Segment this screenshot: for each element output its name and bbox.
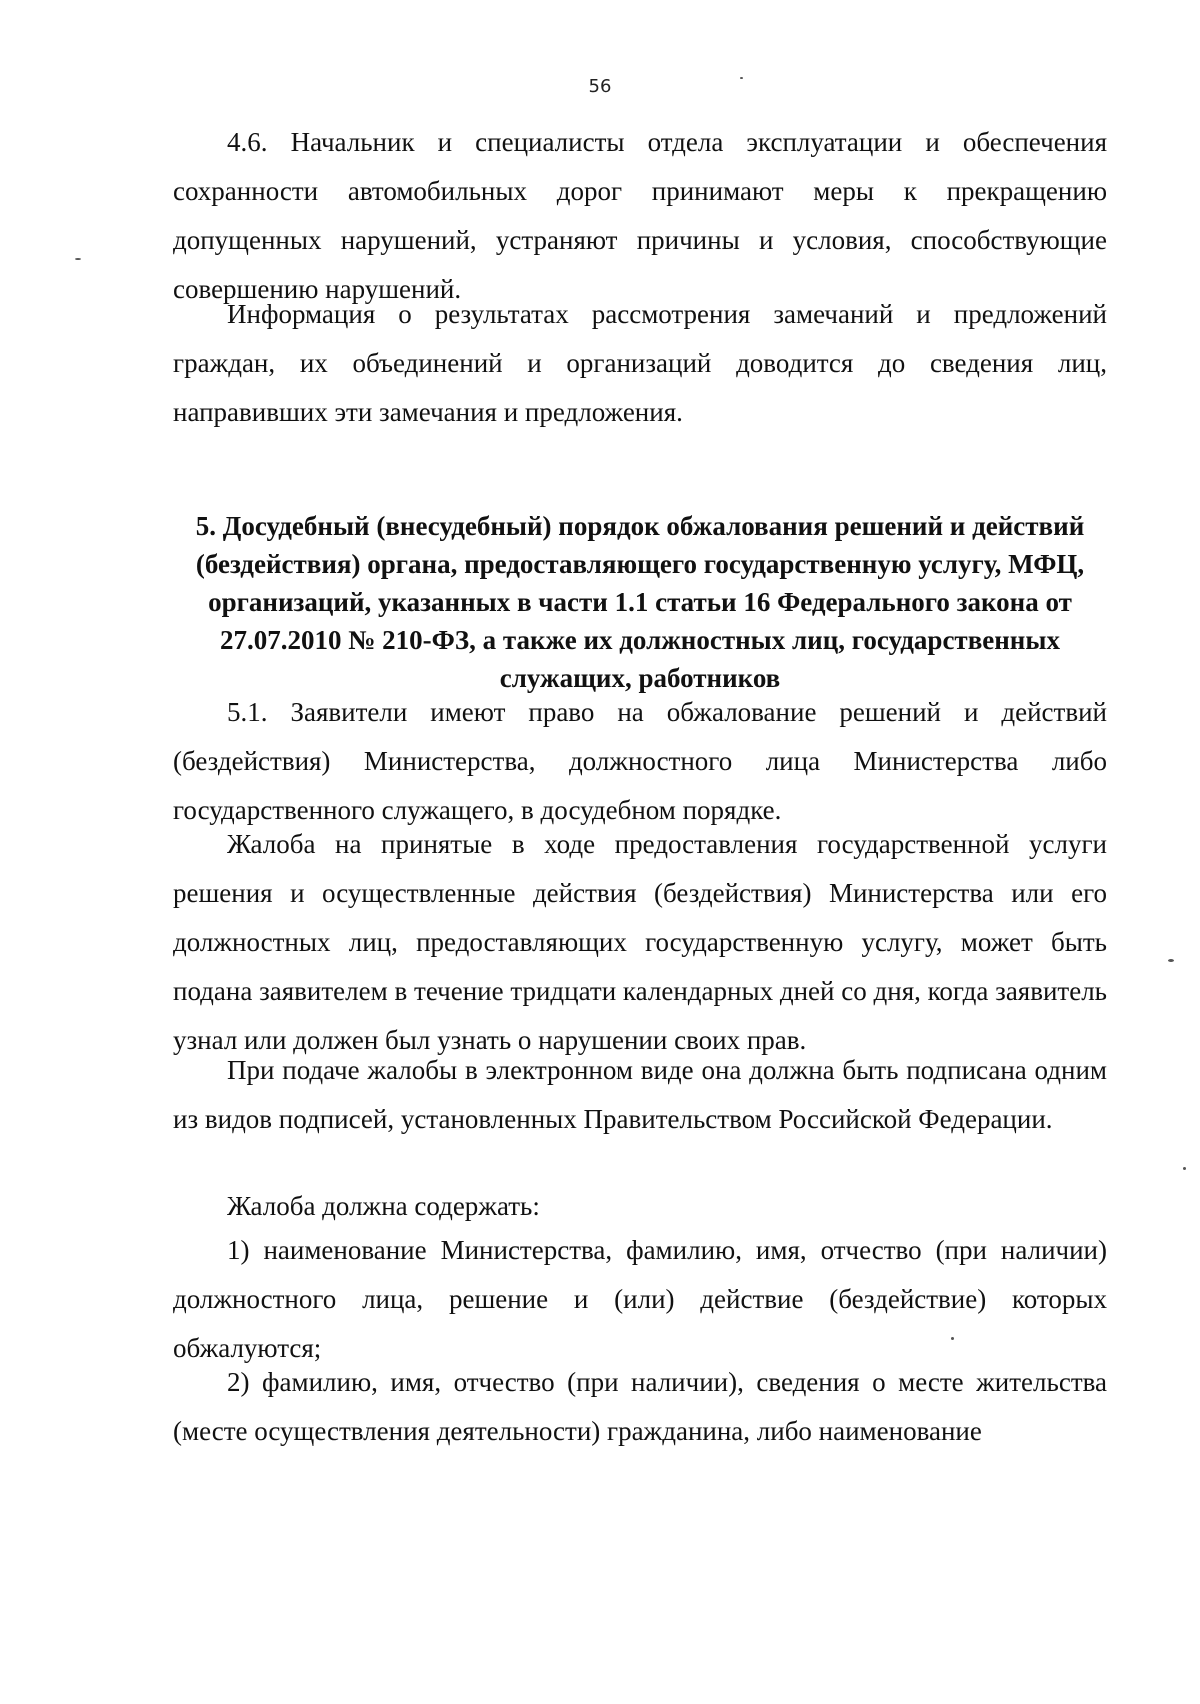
list-item-1: 1) наименование Министерства, фамилию, имя, отчество (при наличии) должностного лица, решение и (или) действие (бездействие) которых обжалуются; <box>173 1235 1107 1363</box>
scan-speck <box>1168 959 1174 962</box>
paragraph-info-results: Информация о результатах рассмотрения замечаний и предложений граждан, их объединений и организаций доводится до сведения лиц, направивших эти замечания и предложения. <box>173 299 1107 427</box>
scan-speck <box>1183 1167 1186 1170</box>
paragraph-4-6: 4.6. Начальник и специалисты отдела эксплуатации и обеспечения сохранности автомобильных дорог принимают меры к прекращению допущенных нарушений, устраняют причины и условия, способствующие совершению нарушений. <box>173 127 1107 304</box>
list-item-2: 2) фамилию, имя, отчество (при наличии), сведения о месте жительства (месте осуществления деятельности) гражданина, либо наименование <box>173 1367 1107 1446</box>
page-number: 56 <box>588 76 612 97</box>
scan-speck <box>951 1337 954 1340</box>
paragraph-complaint-contents-intro: Жалоба должна содержать: <box>227 1191 540 1221</box>
scan-speck <box>75 258 81 260</box>
section-heading: 5. Досудебный (внесудебный) порядок обжалования решений и действий (бездействия) органа, предоставляющего государственную услугу, МФЦ, организаций, указанных в части 1.1 статьи 16 Федерального закона от 27.07.2010 № 210-ФЗ, а также их должностных лиц, государственных служащих, работников <box>195 511 1085 693</box>
paragraph-complaint-terms: Жалоба на принятые в ходе предоставления государственной услуги решения и осуществленные действия (бездействия) Министерства или его должностных лиц, предоставляющих государственную услугу, может быть подана заявителем в течение тридцати календарных дней со дня, когда заявитель узнал или должен был узнать о нарушении своих прав. <box>173 829 1107 1055</box>
paragraph-electronic-signature: При подаче жалобы в электронном виде она должна быть подписана одним из видов подписей, установленных Правительством Российской Федерации. <box>173 1055 1107 1134</box>
scan-speck <box>740 77 743 79</box>
paragraph-5-1: 5.1. Заявители имеют право на обжалование решений и действий (бездействия) Министерства, должностного лица Министерства либо государственного служащего, в досудебном порядке. <box>173 697 1107 825</box>
